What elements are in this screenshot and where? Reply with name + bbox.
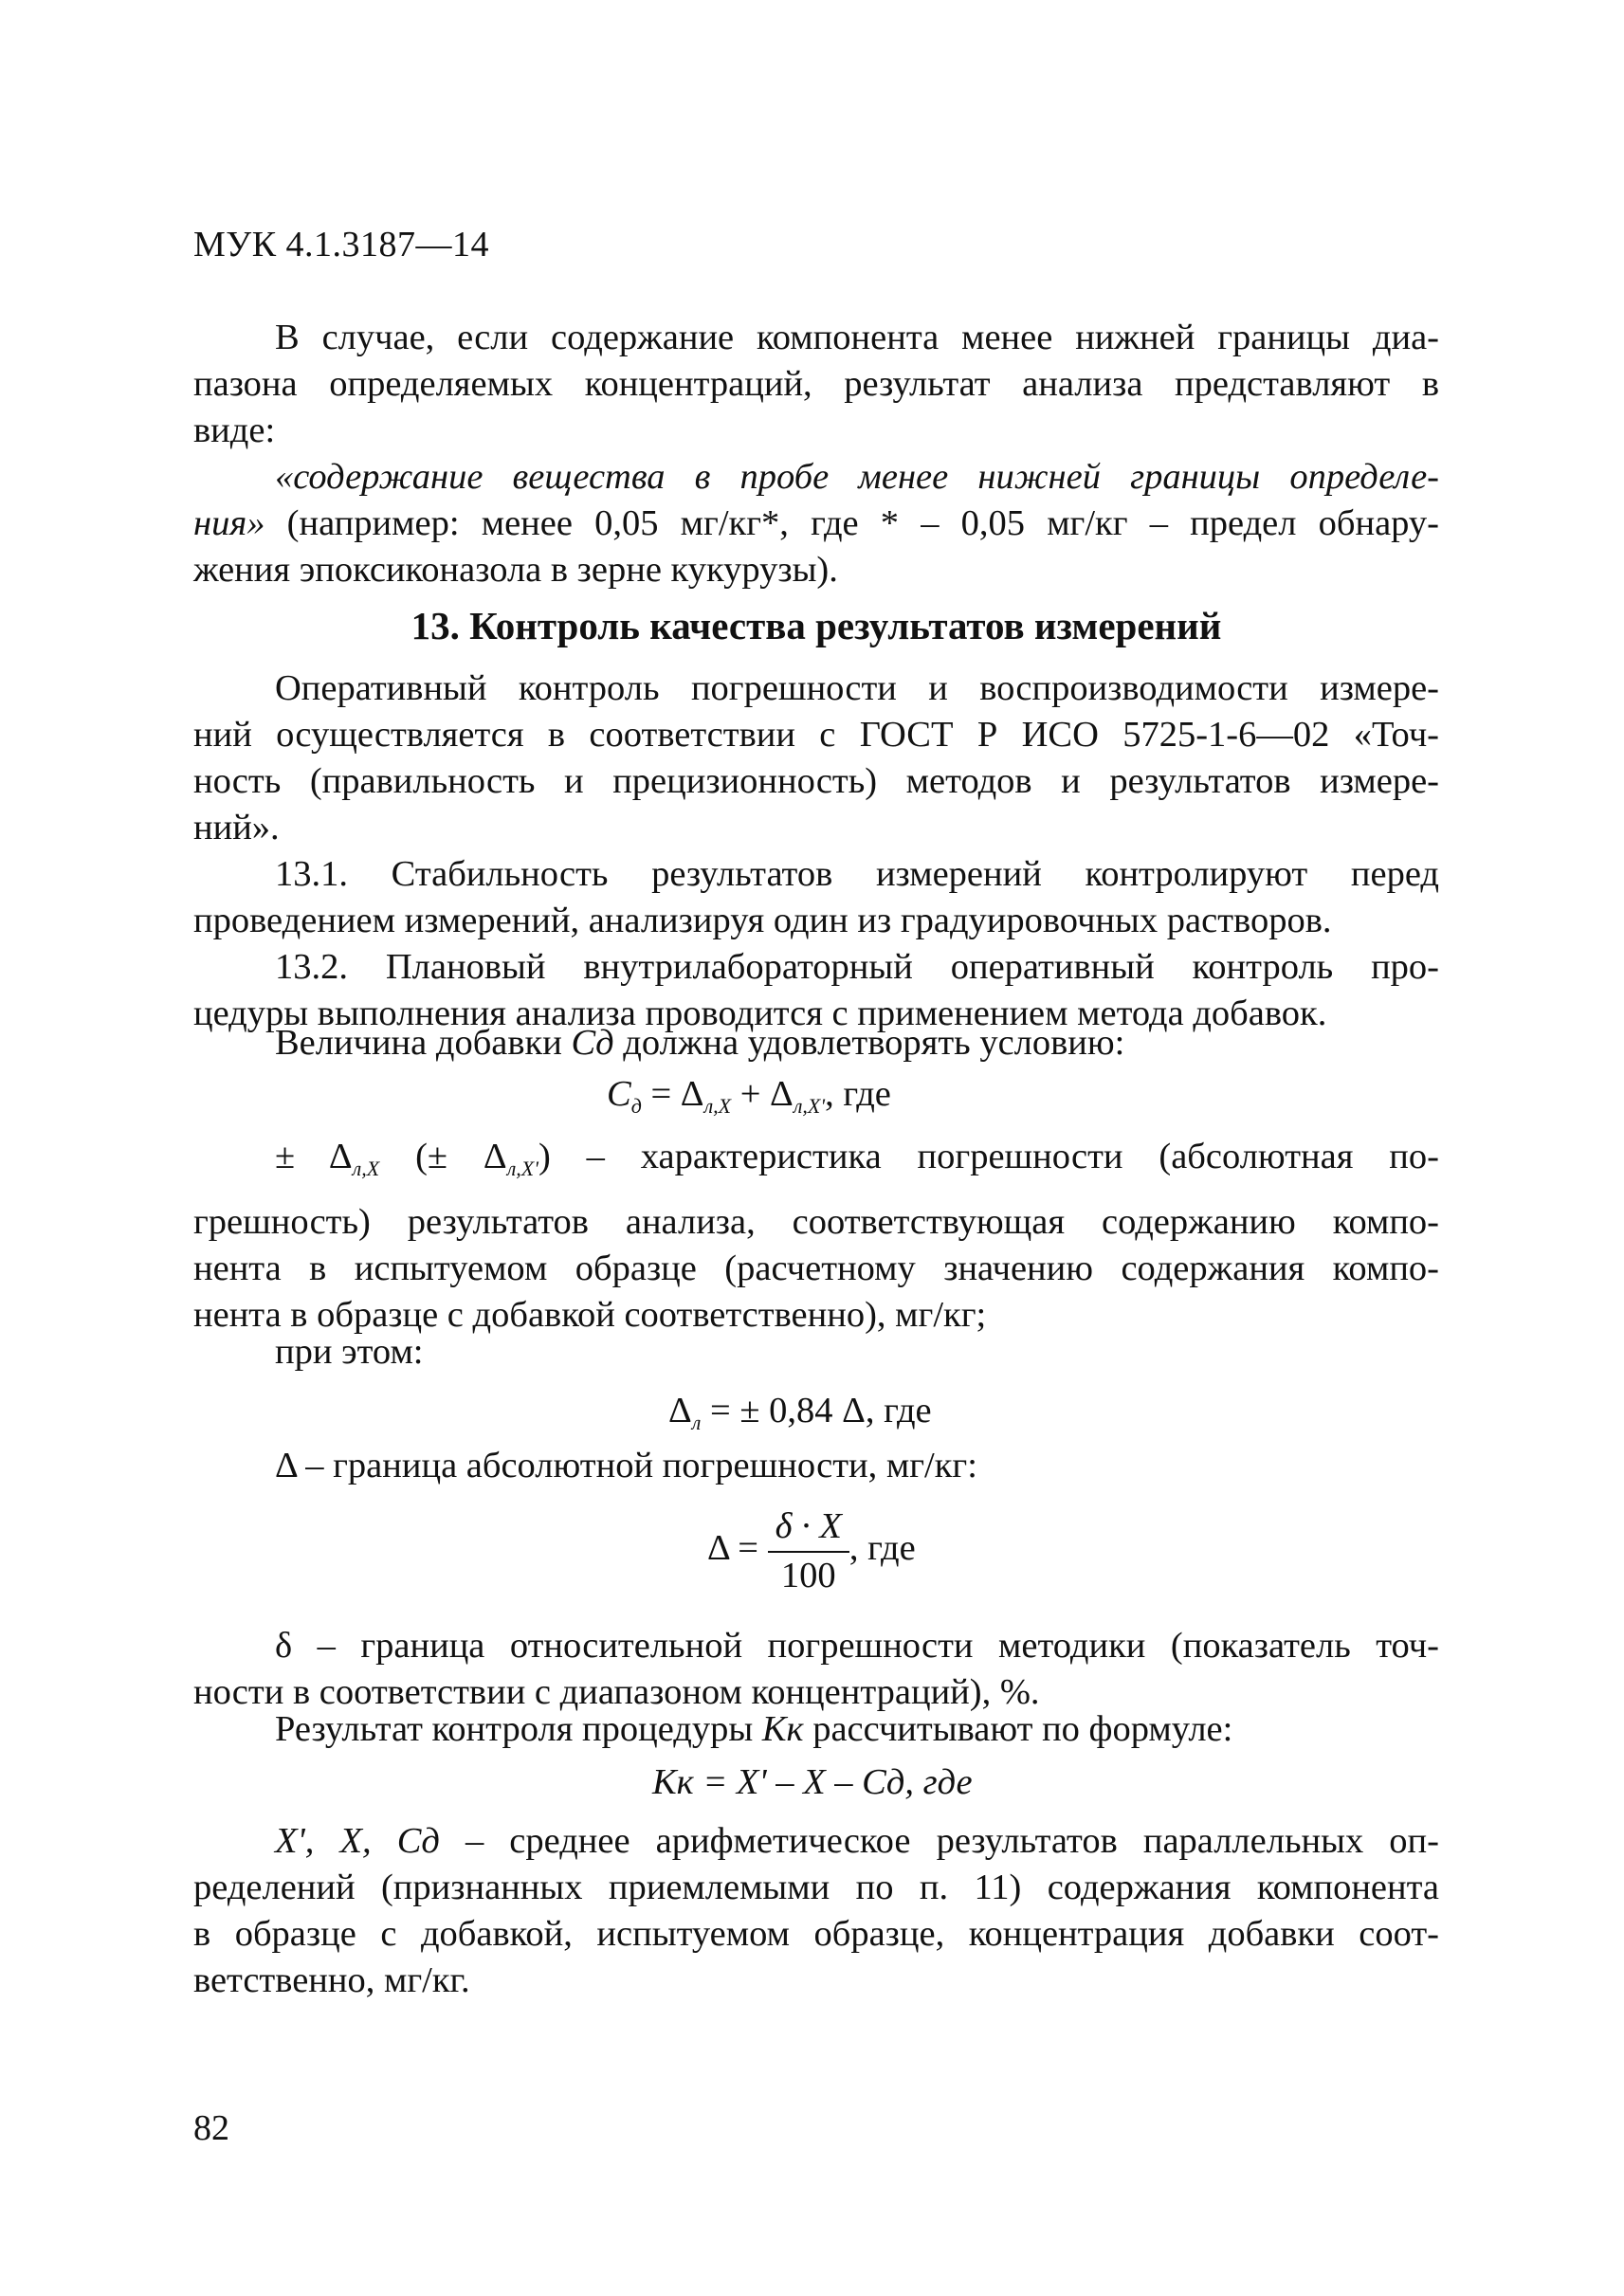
formula-tail: = ± 0,84 Δ, где xyxy=(701,1391,932,1430)
text-fragment: Величина добавки xyxy=(275,1023,572,1063)
text-line: В случае, если содержание компонента менее нижней границы диа- xyxy=(275,318,1439,357)
text-line: 13.1. Стабильность результатов измерений контролируют перед xyxy=(275,854,1439,894)
text-line: ность (правильность и прецизионность) методов и результатов измере- xyxy=(193,761,1439,801)
formula-symbol: + Δ xyxy=(731,1074,794,1114)
paragraph-13-1 xyxy=(193,851,1439,944)
formula-subscript: л xyxy=(691,1411,702,1434)
italic-fragment: ния» xyxy=(193,503,265,543)
formula-symbol: ± Δ xyxy=(275,1137,353,1176)
paragraph-control-result xyxy=(193,1706,1439,1753)
text-line: проведением измерений, анализируя один из градуировочных растворов. xyxy=(193,901,1332,940)
fraction xyxy=(768,1505,849,1596)
formula-tail: , где xyxy=(848,1527,916,1568)
paragraph-with-this xyxy=(193,1329,1439,1376)
text-line: нента в образце с добавкой соответственно), мг/кг; xyxy=(193,1295,987,1335)
text-fragment: должна удовлетворять условию: xyxy=(613,1023,1125,1063)
formula-subscript: л,X xyxy=(703,1094,732,1118)
text-line: ний». xyxy=(193,808,280,847)
variable-k-k: Kк xyxy=(761,1709,804,1749)
text-line: 13.2. Плановый внутрилабораторный оперативный контроль про- xyxy=(275,947,1439,987)
text-line xyxy=(193,1020,1439,1066)
formula-kk: Kк = X' – X – Cд, где xyxy=(652,1762,973,1802)
text-fragment: Результат контроля процедуры xyxy=(275,1709,762,1749)
fraction-numerator: δ · X xyxy=(768,1505,849,1553)
paragraph-variables xyxy=(193,1818,1439,2004)
text-line: жения эпоксиконазола в зерне кукурузы). xyxy=(193,550,838,590)
paragraph-relative-error xyxy=(193,1623,1439,1716)
text-line: ределений (признанных приемлемыми по п. 11) содержания компонента xyxy=(193,1868,1439,1907)
formula-symbol: (± Δ xyxy=(379,1137,507,1176)
paragraph-operative-control xyxy=(193,665,1439,851)
formula-symbol: = Δ xyxy=(641,1074,704,1114)
text-line: виде: xyxy=(193,410,276,450)
variables-list: X', X, Cд xyxy=(275,1821,440,1861)
text-fragment: (например: менее 0,05 мг/кг*, где * – 0,05 мг/кг – предел обнару- xyxy=(265,503,1439,543)
intro-paragraph xyxy=(193,315,1439,593)
formula-subscript: л,X' xyxy=(793,1094,826,1118)
formula-tail: , где xyxy=(825,1074,891,1114)
formula-subscript: д xyxy=(630,1094,642,1118)
text-line: нента в испытуемом образце (расчетному значению содержания компо- xyxy=(193,1248,1439,1288)
text-line: ности в соответствии с диапазоном концентраций), %. xyxy=(193,1672,1040,1712)
paragraph-delta-def xyxy=(193,1443,1439,1489)
text-line: δ – граница относительной погрешности методики (показатель точ- xyxy=(275,1626,1439,1666)
text-line: грешность) результатов анализа, соответствующая содержанию компо- xyxy=(193,1202,1439,1242)
formula-delta xyxy=(707,1505,916,1596)
text-line xyxy=(193,1134,1439,1192)
text-fragment: рассчитывают по формуле: xyxy=(803,1709,1233,1749)
fraction-denominator: 100 xyxy=(780,1556,836,1595)
text-line xyxy=(193,1818,1439,1865)
formula-delta-l xyxy=(668,1390,932,1435)
text-fragment: – среднее арифметическое результатов параллельных оп- xyxy=(439,1821,1439,1861)
paragraph-characteristic xyxy=(193,1134,1439,1339)
paragraph-additive xyxy=(193,1020,1439,1066)
text-line: «содержание вещества в пробе менее нижней границы определе- xyxy=(275,457,1439,497)
text-line xyxy=(193,501,1439,547)
document-code: МУК 4.1.3187—14 xyxy=(193,225,490,264)
text-line: ний осуществляется в соответствии с ГОСТ Р ИСО 5725-1-6—02 «Точ- xyxy=(193,715,1439,755)
text-line: пазона определяемых концентраций, результат анализа представляют в xyxy=(193,364,1439,404)
variable-c-d: Cд xyxy=(571,1023,614,1063)
formula-symbol: Δ = xyxy=(707,1527,758,1568)
page-number: 82 xyxy=(193,2108,229,2148)
text-fragment: ) – характеристика погрешности (абсолютная по- xyxy=(538,1137,1439,1176)
text-line: Δ – граница абсолютной погрешности, мг/кг: xyxy=(275,1446,977,1485)
text-line: при этом: xyxy=(275,1332,424,1372)
text-line xyxy=(193,1706,1439,1753)
formula-subscript: л,X xyxy=(352,1157,380,1180)
formula-symbol: C xyxy=(607,1074,631,1114)
formula-symbol: Δ xyxy=(668,1391,692,1430)
formula-additive xyxy=(607,1073,891,1119)
formula-subscript: л,X' xyxy=(506,1157,538,1180)
section-heading: 13. Контроль качества результатов измерений xyxy=(411,604,1222,647)
text-line: в образце с добавкой, испытуемом образце, концентрация добавки соот- xyxy=(193,1914,1439,1954)
text-line: цедуры выполнения анализа проводится с применением метода добавок. xyxy=(193,993,1327,1033)
text-line: ветственно, мг/кг. xyxy=(193,1960,470,2000)
text-line: Оперативный контроль погрешности и воспроизводимости измере- xyxy=(275,668,1439,708)
